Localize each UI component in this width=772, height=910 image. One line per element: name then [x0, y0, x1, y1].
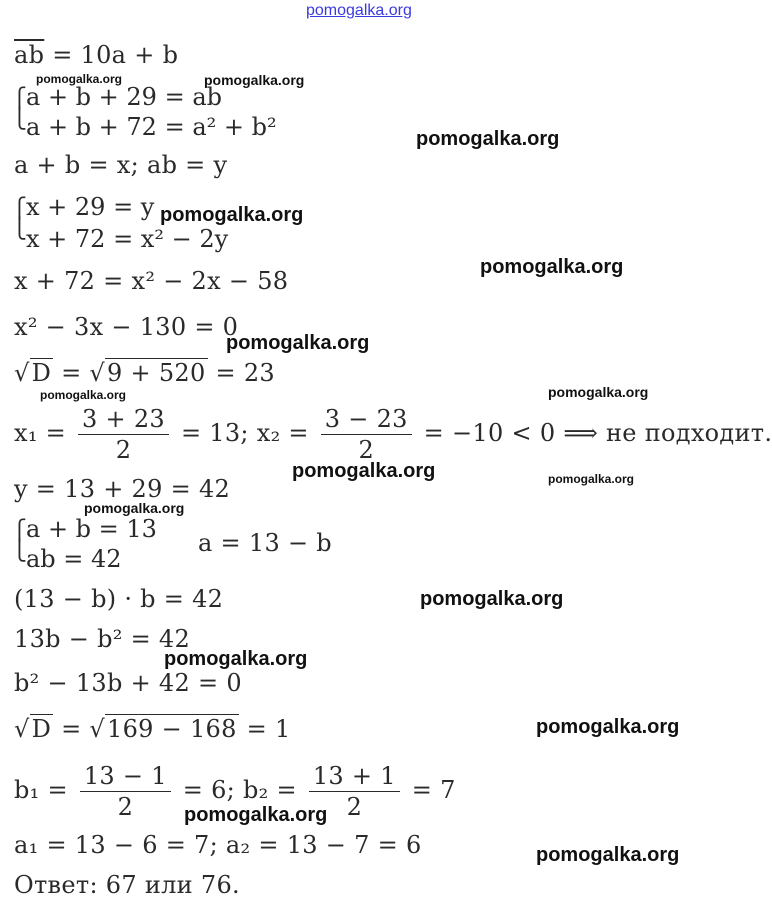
equation-expanded: 13b − b² = 42	[14, 625, 191, 653]
discriminant-symbol: D	[31, 715, 52, 743]
overline-number: $\overline{ab}$	[14, 41, 45, 69]
equation-product: (13 − b) · b = 42	[14, 585, 224, 613]
fraction-numerator: 13 − 1	[80, 761, 171, 792]
equation-y: y = 13 + 29 = 42	[14, 475, 231, 503]
roots-middle: = 6; b₂ =	[174, 776, 305, 804]
watermark-top: pomogalka.org	[306, 2, 412, 19]
x1-label: x₁ =	[14, 419, 75, 447]
fraction-denominator: 2	[115, 436, 132, 464]
sqrt-sign: √	[14, 715, 30, 743]
watermark: pomogalka.org	[184, 804, 328, 826]
watermark: pomogalka.org	[204, 72, 305, 88]
discriminant-middle: = √	[53, 715, 106, 743]
fraction-numerator: 3 + 23	[78, 404, 169, 435]
watermark: pomogalka.org	[548, 384, 649, 400]
watermark: pomogalka.org	[420, 588, 564, 610]
sqrt-sign: √	[14, 359, 30, 387]
substitution-line: a + b = x; ab = y	[14, 151, 228, 179]
watermark: pomogalka.org	[40, 388, 127, 402]
discriminant-x	[14, 358, 275, 388]
discriminant-radicand: 169 − 168	[107, 715, 237, 743]
roots-result: = 7	[403, 776, 456, 804]
fraction-numerator: 13 + 1	[309, 761, 400, 792]
system2-eq1: x + 29 = y	[26, 193, 155, 221]
roots-conclusion: = −10 < 0 ⟹ не подходит.	[415, 419, 772, 447]
roots-middle: = 13; x₂ =	[173, 419, 317, 447]
discriminant-b	[14, 714, 291, 744]
roots-x	[14, 403, 772, 465]
fraction-denominator: 2	[358, 436, 375, 464]
watermark: pomogalka.org	[164, 648, 308, 670]
discriminant-middle: = √	[53, 359, 106, 387]
watermark: pomogalka.org	[292, 460, 436, 482]
fraction-x2	[321, 404, 412, 465]
watermark: pomogalka.org	[160, 204, 304, 226]
watermark: pomogalka.org	[36, 72, 123, 86]
fraction-x1	[78, 404, 169, 465]
watermark: pomogalka.org	[548, 472, 635, 486]
discriminant-result: = 23	[207, 359, 275, 387]
fraction-denominator: 2	[346, 793, 363, 821]
answer: Ответ: 67 или 76.	[14, 871, 240, 899]
fraction-b1	[80, 761, 171, 822]
system3-eq2: ab = 42	[26, 545, 122, 573]
watermark: pomogalka.org	[536, 844, 680, 866]
watermark: pomogalka.org	[226, 332, 370, 354]
system-brace: ⎧ ⎩	[12, 86, 27, 130]
system1-eq2: a + b + 72 = a² + b²	[26, 113, 277, 141]
equation-two-digit-number	[14, 40, 178, 70]
equation-rest: = 10a + b	[44, 41, 179, 69]
watermark: pomogalka.org	[416, 128, 560, 150]
fraction-numerator: 3 − 23	[321, 404, 412, 435]
b1-label: b₁ =	[14, 776, 76, 804]
discriminant-result: = 1	[238, 715, 291, 743]
fraction-denominator: 2	[117, 793, 134, 821]
discriminant-symbol: D	[31, 359, 52, 387]
system-brace: ⎧ ⎩	[12, 196, 27, 240]
watermark: pomogalka.org	[480, 256, 624, 278]
system3-eq1: a + b = 13	[26, 515, 157, 543]
watermark: pomogalka.org	[84, 500, 185, 516]
system-brace: ⎧ ⎩	[12, 518, 27, 562]
discriminant-radicand: 9 + 520	[107, 359, 206, 387]
watermark: pomogalka.org	[536, 716, 680, 738]
equation-x-substituted: x + 72 = x² − 2x − 58	[14, 267, 289, 295]
system1-eq1: a + b + 29 = ab	[26, 83, 222, 111]
system2-eq2: x + 72 = x² − 2y	[26, 225, 229, 253]
quadratic-b: b² − 13b + 42 = 0	[14, 669, 242, 697]
equation-a-values: a₁ = 13 − 6 = 7; a₂ = 13 − 7 = 6	[14, 831, 422, 859]
quadratic-x: x² − 3x − 130 = 0	[14, 313, 239, 341]
system3-side-equation: a = 13 − b	[198, 529, 332, 557]
